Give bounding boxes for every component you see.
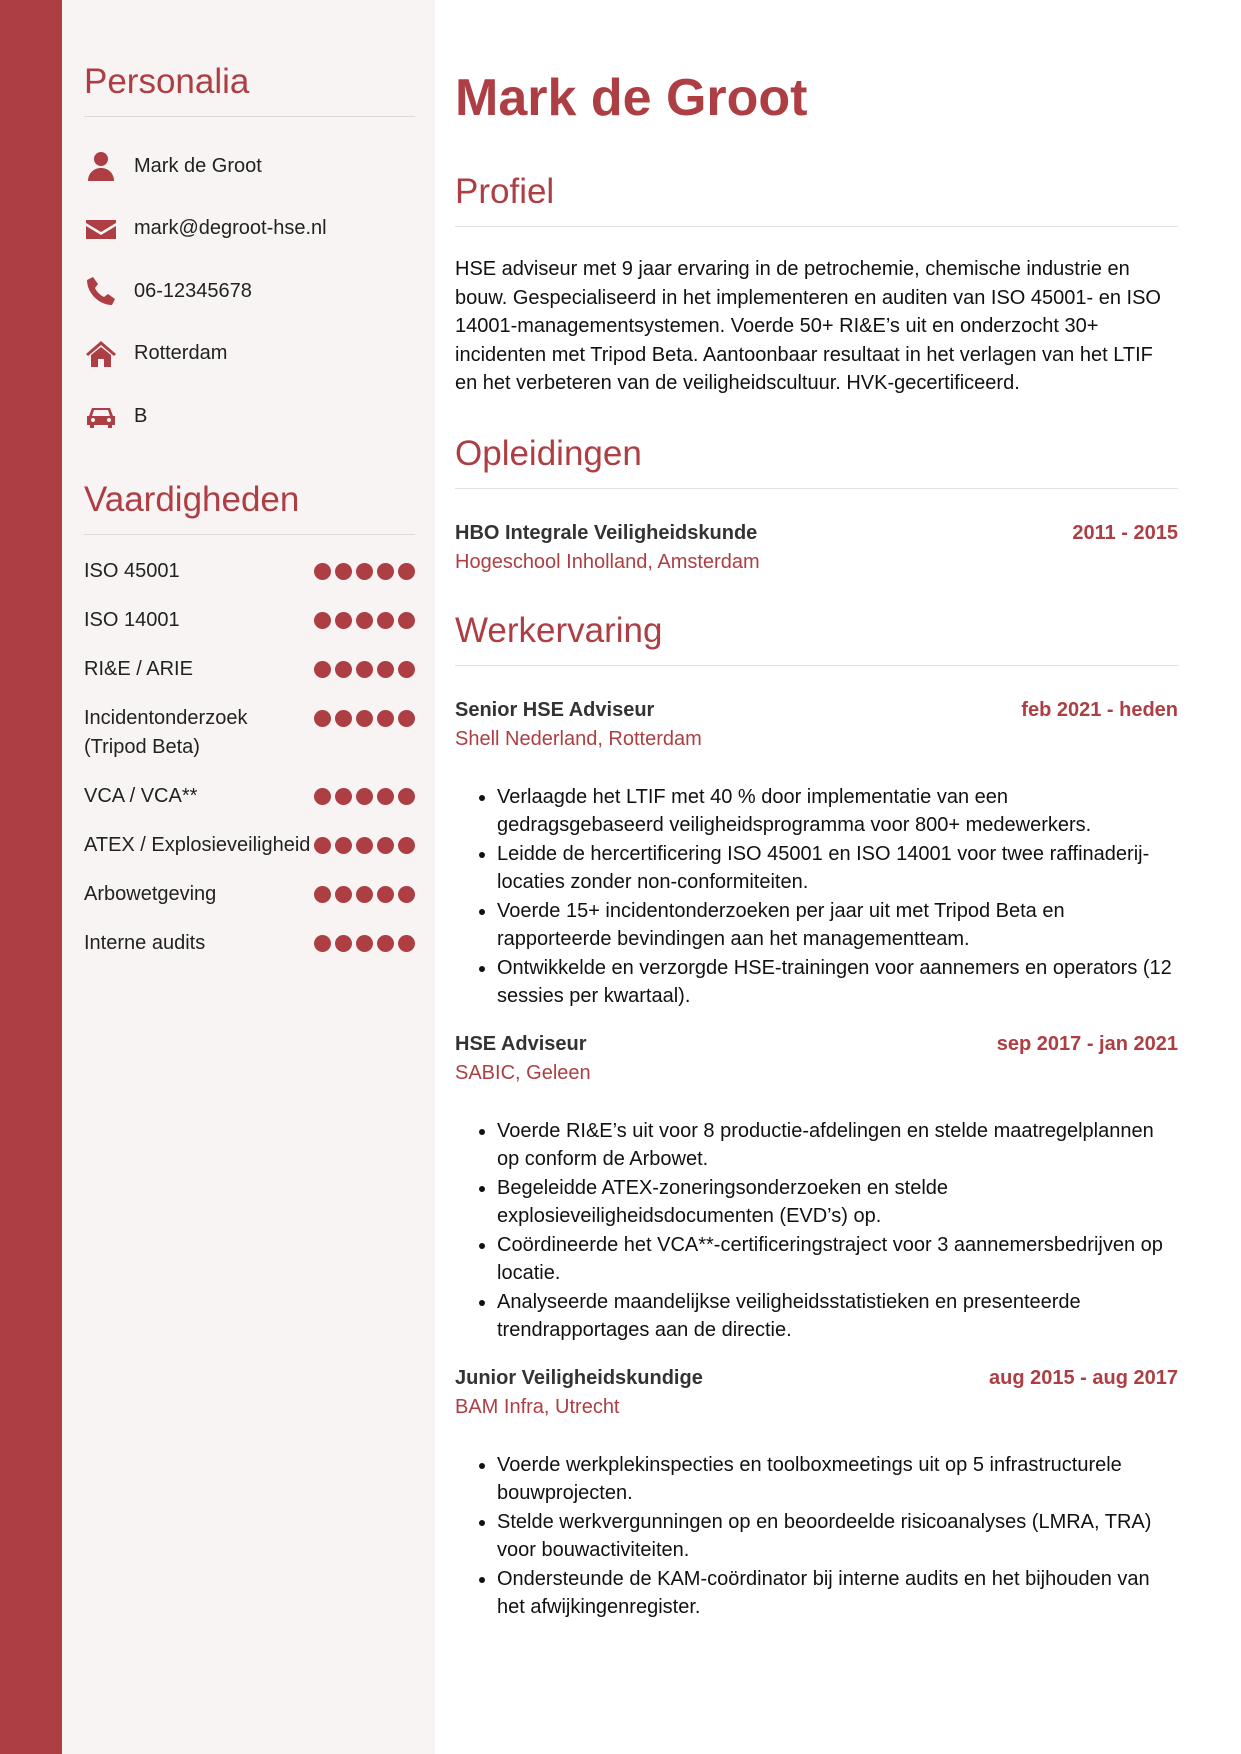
job-entry [455,699,1178,1011]
skill-item [84,831,415,860]
rating-dot [314,837,331,854]
job-bullets [455,1451,1178,1622]
contact-phone-text: 06-12345678 [134,279,252,302]
rating-dot [377,661,394,678]
skill-rating [314,929,415,952]
education-dates: 2011 - 2015 [1072,521,1178,544]
rating-dot [377,886,394,903]
skill-name: RI&E / ARIE [84,657,193,680]
job-company: Shell Nederland, Rotterdam [455,727,702,750]
skill-item [84,782,415,811]
contact-email-text: mark@degroot-hse.nl [134,217,327,240]
skill-rating [314,880,415,903]
skill-name: Incidentonderzoek (Tripod Beta) [84,706,248,758]
job-bullet: • Ondersteunde de KAM-coördinator bij interne audits en het bijhouden van het afwijkingenregister. [497,1565,1178,1622]
job-dates: feb 2021 - heden [1021,698,1178,721]
contact-location [84,323,415,386]
job-company: SABIC, Geleen [455,1061,591,1084]
skill-item [84,880,415,909]
rating-dot [398,935,415,952]
rating-dot [314,710,331,727]
skill-rating [314,831,415,854]
rating-dot [356,837,373,854]
experience-heading: Werkervaring [455,611,1178,666]
job-bullet: • Coördineerde het VCA**-certificeringstraject voor 3 aannemersbedrijven op locatie. [497,1231,1178,1288]
rating-dot [356,788,373,805]
job-bullet: • Stelde werkvergunningen op en beoordeelde risicoanalyses (LMRA, TRA) voor bouwactiviteiten. [497,1508,1178,1565]
rating-dot [314,661,331,678]
skill-item [84,929,415,958]
job-bullet: • Leidde de hercertificering ISO 45001 en ISO 14001 voor twee raffinaderij-locaties zonder non-conformiteiten. [497,840,1178,897]
job-title: Senior HSE Adviseur [455,698,655,721]
user-icon [84,149,118,183]
skill-name: Interne audits [84,931,206,954]
job-entry [455,1033,1178,1345]
accent-bar [0,0,62,1754]
experience-list [455,699,1178,1622]
contact-license [84,385,415,448]
skill-name: ATEX / Explosieveiligheid [84,833,311,856]
home-icon [84,337,118,371]
skills-heading: Vaardigheden [84,480,415,535]
education-entry [455,522,1178,574]
profile-heading: Profiel [455,172,1178,227]
rating-dot [398,710,415,727]
rating-dot [356,935,373,952]
sidebar [62,0,435,1754]
skill-item [84,704,415,762]
job-bullet: • Ontwikkelde en verzorgde HSE-trainingen voor aannemers en operators (12 sessies per kwartaal). [497,954,1178,1011]
job-bullet: • Voerde RI&E’s uit voor 8 productie-afdelingen en stelde maatregelplannen op conform de Arbowet. [497,1117,1178,1174]
rating-dot [398,563,415,580]
skill-name: ISO 45001 [84,559,180,582]
rating-dot [377,788,394,805]
rating-dot [314,563,331,580]
job-bullet: • Voerde werkplekinspecties en toolboxmeetings uit op 5 infrastructurele bouwprojecten. [497,1451,1178,1508]
rating-dot [335,788,352,805]
contact-name-text: Mark de Groot [134,154,262,177]
rating-dot [314,788,331,805]
contact-location-text: Rotterdam [134,342,228,365]
rating-dot [335,935,352,952]
rating-dot [377,837,394,854]
skill-name: ISO 14001 [84,608,180,631]
rating-dot [335,886,352,903]
rating-dot [377,563,394,580]
rating-dot [335,837,352,854]
education-institution: Hogeschool Inholland, Amsterdam [455,550,760,573]
contact-license-text: B [134,404,148,427]
rating-dot [314,612,331,629]
rating-dot [335,710,352,727]
profile-text: HSE adviseur met 9 jaar ervaring in de petrochemie, chemische industrie en bouw. Gespecialiseerd in het implementeren en auditen van ISO 45001- en ISO 14001-managementsystemen. Voerde 50+ RI&E’s uit en onderzocht 30+ incidenten met Tripod Beta. Aantoonbaar resultaat in het verlagen van het LTIF en het verbeteren van de veiligheidscultuur. HVK-gecertificeerd. [455,258,1161,394]
rating-dot [356,710,373,727]
rating-dot [356,563,373,580]
contact-email [84,198,415,261]
skill-rating [314,606,415,629]
skill-rating [314,782,415,805]
skill-rating [314,704,415,727]
skill-item [84,557,415,586]
rating-dot [335,661,352,678]
rating-dot [314,935,331,952]
job-bullet: • Verlaagde het LTIF met 40 % door implementatie van een gedragsgebaseerd veiligheidsprogramma voor 800+ medewerkers. [497,783,1178,840]
job-bullet: • Analyseerde maandelijkse veiligheidsstatistieken en presenteerde trendrapportages aan de directie. [497,1288,1178,1345]
rating-dot [398,661,415,678]
contact-list [84,135,415,448]
job-bullet: • Voerde 15+ incidentonderzoeken per jaar uit met Tripod Beta en rapporteerde bevindingen aan het managementteam. [497,897,1178,954]
rating-dot [314,886,331,903]
job-bullet: • Begeleidde ATEX-zoneringsonderzoeken en stelde explosieveiligheidsdocumenten (EVD’s) op. [497,1174,1178,1231]
skill-name: Arbowetgeving [84,882,217,905]
job-entry [455,1367,1178,1622]
rating-dot [398,612,415,629]
main-content [455,0,1178,1622]
envelope-icon [84,212,118,246]
rating-dot [356,612,373,629]
skill-rating [314,655,415,678]
skill-list [84,557,415,958]
rating-dot [335,563,352,580]
job-bullets [455,1117,1178,1345]
skill-name: VCA / VCA** [84,784,198,807]
rating-dot [356,661,373,678]
education-heading: Opleidingen [455,434,1178,489]
job-title: Junior Veiligheidskundige [455,1366,703,1389]
rating-dot [398,886,415,903]
education-title: HBO Integrale Veiligheidskunde [455,521,758,544]
job-bullets [455,783,1178,1011]
rating-dot [398,837,415,854]
rating-dot [356,886,373,903]
car-icon [84,399,118,433]
skill-rating [314,557,415,580]
rating-dot [398,788,415,805]
personalia-heading: Personalia [84,62,415,117]
contact-phone [84,260,415,323]
job-title: HSE Adviseur [455,1032,587,1055]
contact-name [84,135,415,198]
job-dates: sep 2017 - jan 2021 [996,1032,1178,1055]
rating-dot [377,612,394,629]
rating-dot [335,612,352,629]
skill-item [84,655,415,684]
job-company: BAM Infra, Utrecht [455,1395,620,1418]
candidate-name: Mark de Groot [455,69,808,127]
rating-dot [377,710,394,727]
phone-icon [84,274,118,308]
rating-dot [377,935,394,952]
job-dates: aug 2015 - aug 2017 [989,1366,1178,1389]
skill-item [84,606,415,635]
